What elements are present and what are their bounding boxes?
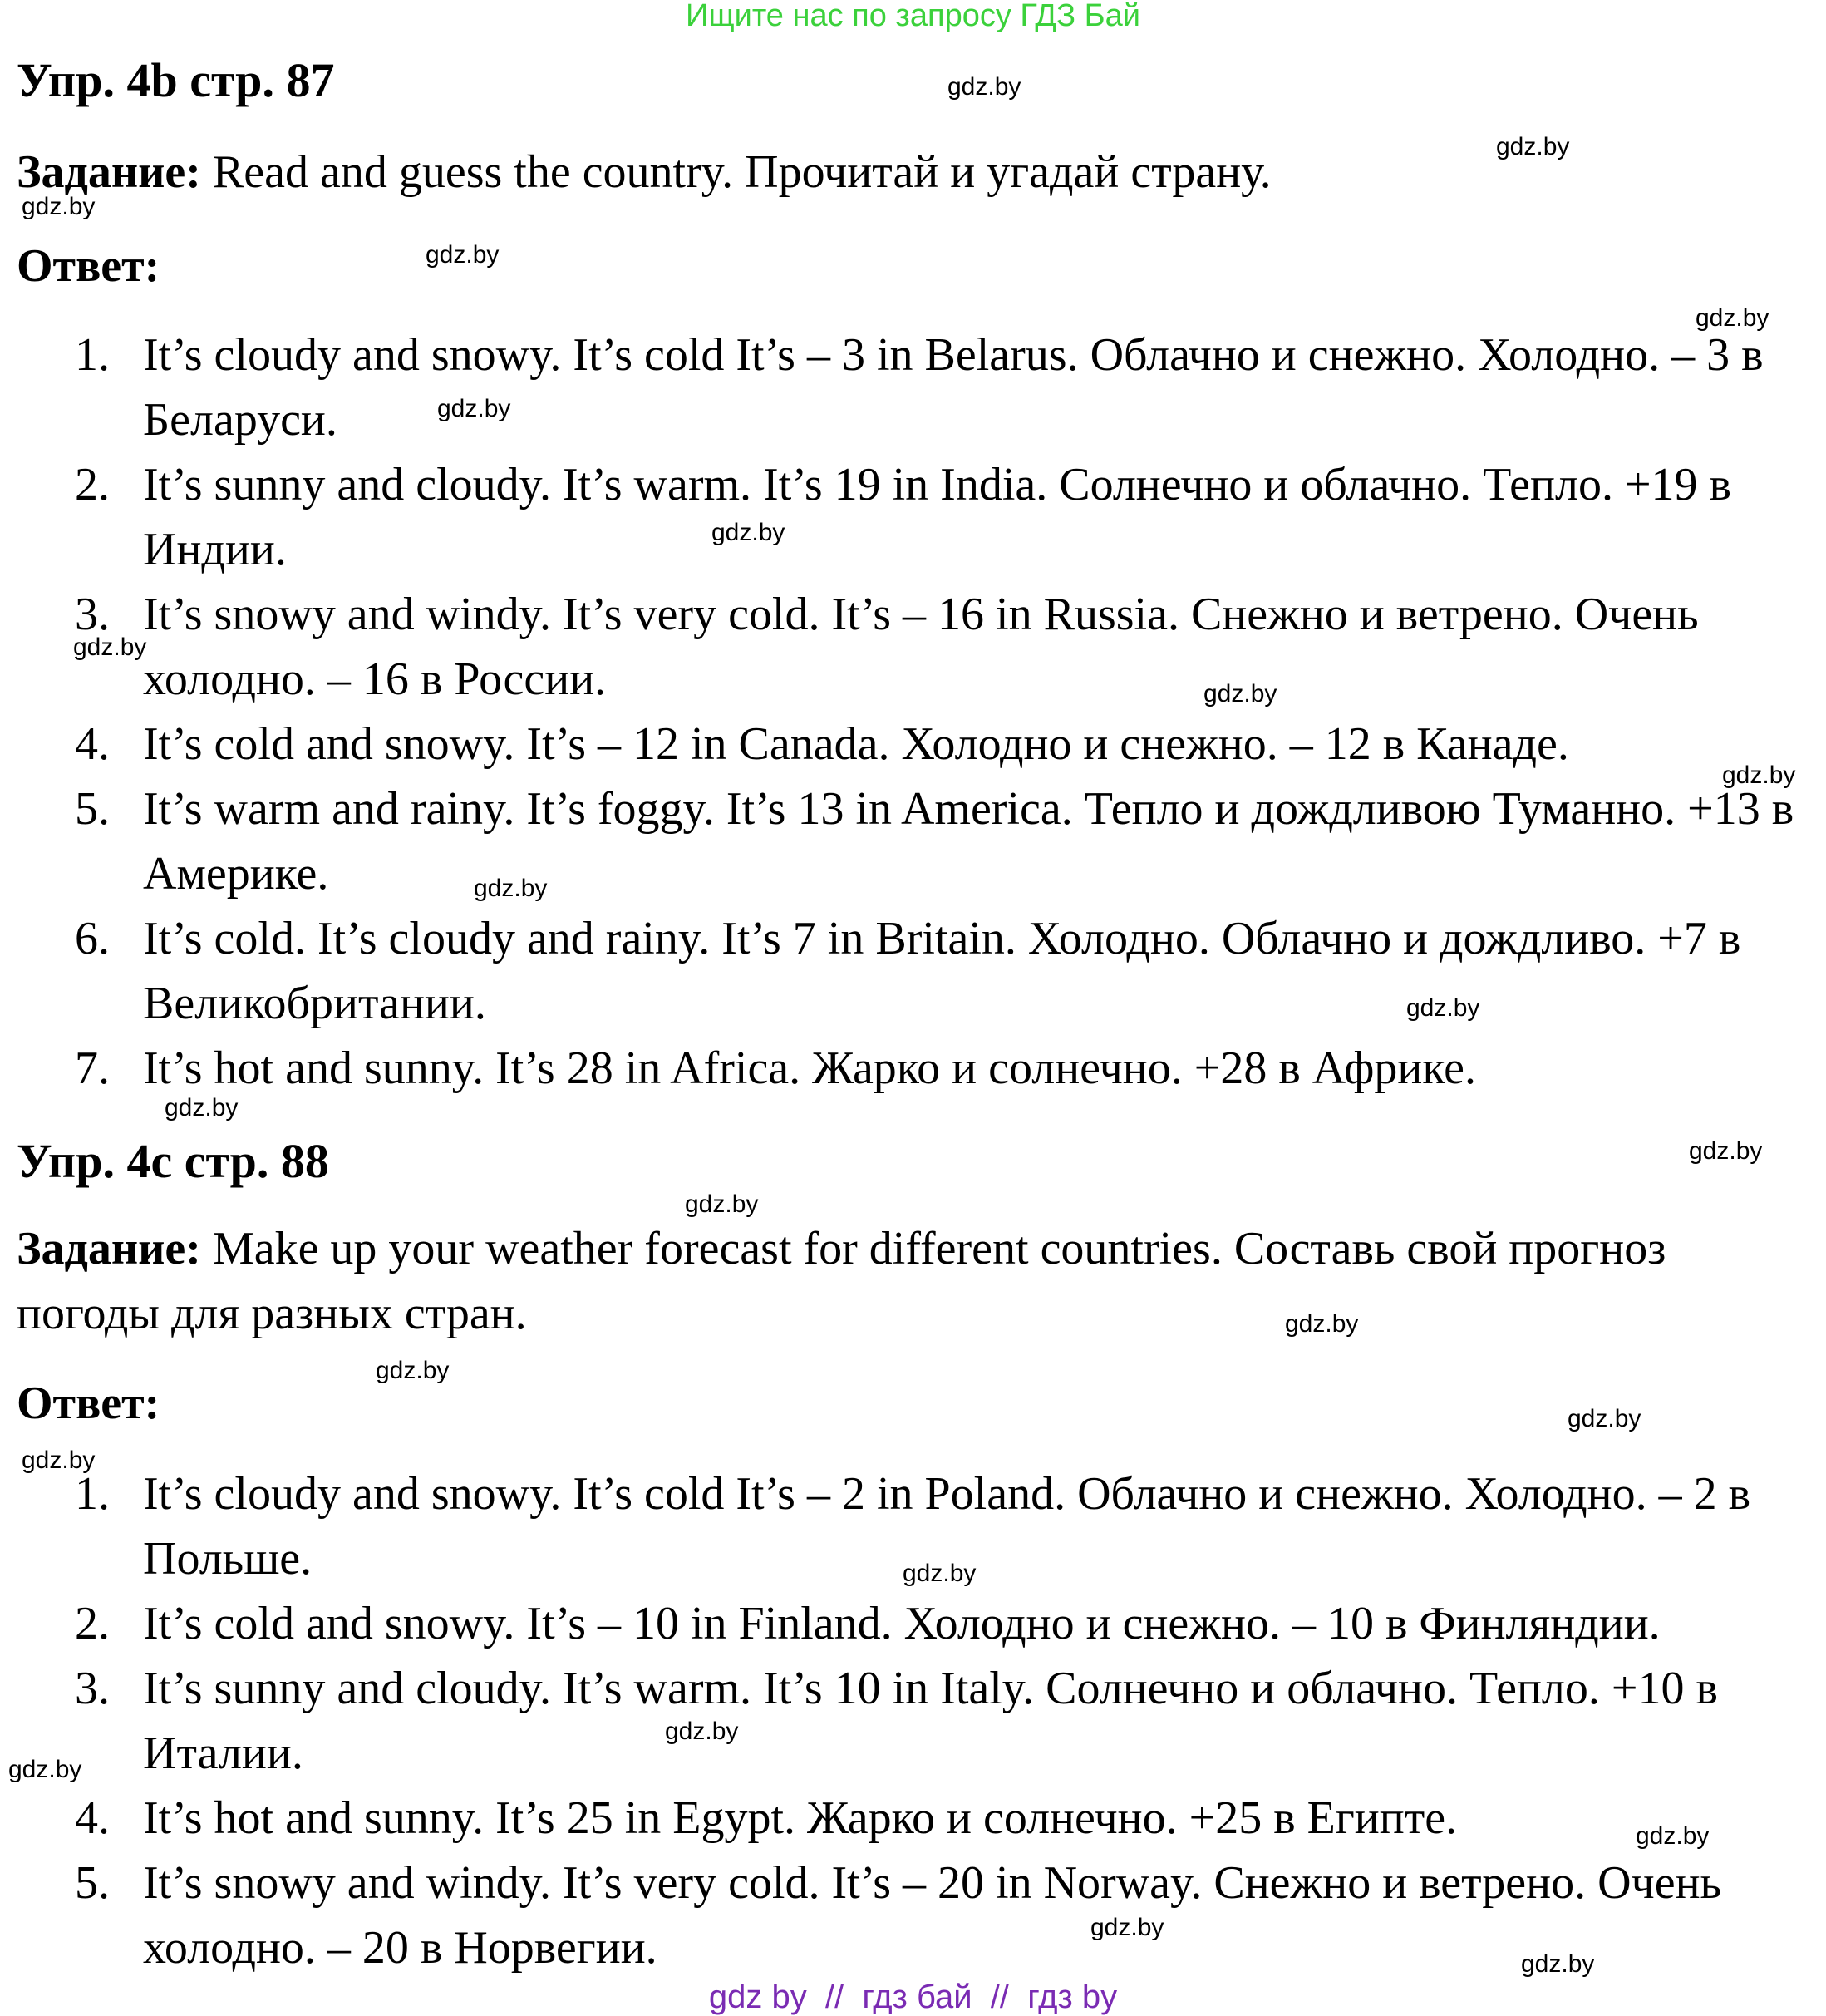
watermark: gdz.by (903, 1560, 977, 1587)
watermark: gdz.by (665, 1718, 739, 1745)
list-item: 3. It’s snowy and windy. It’s very cold. It’s – 16 in Russia. Снежно и ветрено. Очень холодно. – 16 в России. (75, 589, 1699, 705)
task-text: Read and guess the country. Прочитай и угадай страну. (200, 146, 1272, 198)
list-item: 6. It’s cold. It’s cloudy and rainy. It’s 7 in Britain. Холодно. Облачно и дождливо. +7 в Великобритании. (75, 913, 1741, 1029)
list-item: 1. It’s cloudy and snowy. It’s cold It’s – 3 in Belarus. Облачно и снежно. Холодно. – 3 в Беларуси. (75, 329, 1764, 446)
watermark: gdz.by (73, 633, 147, 661)
top-banner: Ищите нас по запросу ГДЗ Бай (686, 0, 1140, 33)
list-item: 5. It’s snowy and windy. It’s very cold. It’s – 20 in Norway. Снежно и ветрено. Очень холодно. – 20 в Норвегии. (75, 1857, 1722, 1974)
watermark: gdz.by (1496, 133, 1570, 160)
task-label: Задание: (17, 1223, 201, 1274)
watermark: gdz.by (1568, 1405, 1641, 1432)
list-item: 7. It’s hot and sunny. It’s 28 in Africa. Жарко и солнечно. +28 в Африке. (75, 1043, 1477, 1094)
list-item: 3. It’s sunny and cloudy. It’s warm. It’s 10 in Italy. Солнечно и облачно. Тепло. +10 в Италии. (75, 1663, 1718, 1779)
footer-links: gdz by // гдз бай // гдз by (708, 1979, 1118, 2015)
answer-label-4b: Ответ: (17, 240, 160, 292)
watermark: gdz.by (1406, 994, 1480, 1022)
watermark: gdz.by (1722, 762, 1796, 789)
watermark: gdz.by (711, 519, 785, 546)
watermark: gdz.by (22, 1447, 96, 1474)
watermark: gdz.by (22, 193, 96, 220)
list-item: 4. It’s hot and sunny. It’s 25 in Egypt. Жарко и солнечно. +25 в Египте. (75, 1792, 1458, 1844)
exercise-heading-4b: Упр. 4b стр. 87 (17, 53, 335, 107)
list-item: 2. It’s sunny and cloudy. It’s warm. It’s 19 in India. Солнечно и облачно. Тепло. +19 в Индии. (75, 459, 1731, 575)
watermark: gdz.by (947, 73, 1021, 101)
watermark: gdz.by (426, 241, 500, 269)
watermark: gdz.by (437, 395, 511, 422)
list-item: 4. It’s cold and snowy. It’s – 12 in Canada. Холодно и снежно. – 12 в Канаде. (75, 718, 1569, 770)
watermark: gdz.by (376, 1357, 450, 1384)
watermark: gdz.by (1696, 304, 1769, 332)
list-item: 1. It’s cloudy and snowy. It’s cold It’s – 2 in Poland. Облачно и снежно. Холодно. – 2 в Польше. (75, 1468, 1751, 1585)
answer-list-4b (75, 323, 1812, 1101)
watermark: gdz.by (1203, 680, 1277, 707)
watermark: gdz.by (8, 1756, 82, 1783)
task-text: Make up your weather forecast for different countries. Составь свой прогноз погоды для разных стран. (17, 1223, 1666, 1339)
watermark: gdz.by (165, 1094, 239, 1121)
watermark: gdz.by (685, 1190, 759, 1218)
task-label: Задание: (17, 146, 201, 198)
list-item: 2. It’s cold and snowy. It’s – 10 in Finland. Холодно и снежно. – 10 в Финляндии. (75, 1598, 1661, 1649)
task-paragraph-4c (17, 1216, 1804, 1346)
watermark: gdz.by (1636, 1822, 1710, 1850)
watermark: gdz.by (1090, 1914, 1164, 1941)
watermark: gdz.by (1521, 1950, 1595, 1978)
watermark: gdz.by (1689, 1137, 1763, 1165)
watermark: gdz.by (474, 875, 548, 902)
watermark: gdz.by (1285, 1310, 1359, 1338)
list-item: 5. It’s warm and rainy. It’s foggy. It’s 13 in America. Тепло и дождливою Туманно. +13 в Америке. (75, 783, 1794, 900)
exercise-heading-4c: Упр. 4c стр. 88 (17, 1134, 329, 1188)
answer-label-4c: Ответ: (17, 1378, 160, 1429)
answer-list-4c (75, 1461, 1812, 1980)
